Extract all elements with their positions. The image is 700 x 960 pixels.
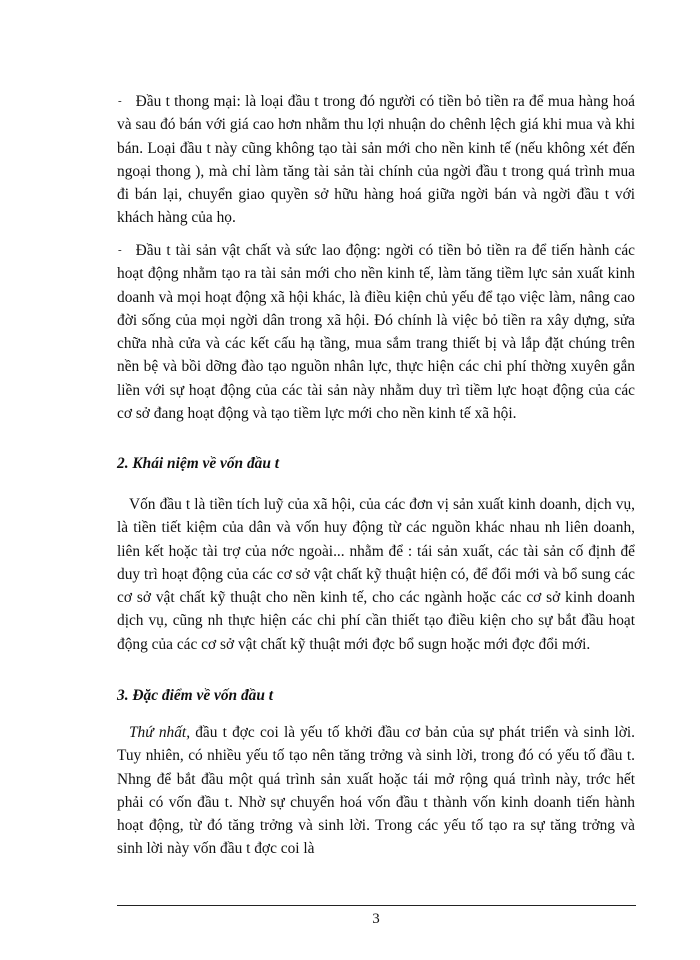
section-heading-3: 3. Đặc điểm về vốn đầu t xyxy=(117,687,274,704)
paragraph-capital-characteristics xyxy=(117,721,635,861)
page-number: 3 xyxy=(372,911,380,927)
paragraph-text: Vốn đầu t là tiền tích luỹ của xã hội, của các đơn vị sản xuất kinh doanh, dịch vụ, là tiền tiết kiệm của dân và vốn huy động từ các nguồn khác nhau nh liên doanh, liên kết hoặc tài trợ của nớc ngoài... nhằm để : tái sản xuất, các tài sản cố định để duy trì hoạt động của các cơ sở vật chất kỹ thuật hiện có, để đổi mới và bổ sung các cơ sở vật chất kỹ thuật cho nền kinh tế, cho các ngành hoặc các cơ sở kinh doanh dịch vụ, cũng nh thực hiện các chi phí cần thiết tạo điều kiện cho sự bắt đầu hoạt động của các cơ sở vật chất kỹ thuật mới đợc bổ sugn hoặc mới đợc đổi mới. xyxy=(117,496,635,653)
bullet-dash: - xyxy=(118,95,122,107)
paragraph-capital-definition xyxy=(117,493,635,656)
paragraph-lead-italic: Thứ nhất, xyxy=(129,724,191,741)
section-heading-2: 2. Khái niệm về vốn đầu t xyxy=(117,455,280,472)
paragraph-text: Đầu t thong mại: là loại đầu t trong đó người có tiền bỏ tiền ra để mua hàng hoá và sau đó bán với giá cao hơn nhằm thu lợi nhuận do chênh lệch giá khi mua và khi bán. Loại đầu t này cũng không tạo tài sản mới cho nền kinh tế (nếu không xét đến ngoại thong ), mà chỉ làm tăng tài sản tài chính của ngời đầu t trong quá trình mua đi bán lại, chuyển giao quyền sở hữu hàng hoá giữa ngời bán và ngời đầu t với khách hàng của họ. xyxy=(117,93,635,227)
paragraph-commercial-investment xyxy=(117,90,635,230)
footer-divider xyxy=(117,905,636,906)
paragraph-text: Đầu t tài sản vật chất và sức lao động: ngời có tiền bỏ tiền ra để tiến hành các hoạt động nhằm tạo ra tài sản mới cho nền kinh tế, làm tăng tiềm lực sản xuất kinh doanh và mọi hoạt động xã hội khác, là điều kiện chủ yếu để tạo việc làm, nâng cao đời sống của mọi ngời dân trong xã hội. Đó chính là việc bỏ tiền ra xây dựng, sửa chữa nhà cửa và các kết cấu hạ tầng, mua sắm trang thiết bị và lắp đặt chúng trên nền bệ và bồi dỡng đào tạo nguồn nhân lực, thực hiện các chi phí thờng xuyên gắn liền với sự hoạt động của các tài sản này nhằm duy trì tiềm lực hoạt động của các cơ sở đang hoạt động và tạo tiềm lực mới cho nền kinh tế xã hội. xyxy=(117,242,635,423)
paragraph-physical-asset-investment xyxy=(117,239,635,425)
paragraph-text: đầu t đợc coi là yếu tố khởi đầu cơ bản của sự phát triển và sinh lời. Tuy nhiên, có nhiều yếu tố tạo nên tăng trởng và sinh lời, trong đó có yếu tố đầu t. Nhng để bắt đầu một quá trình sản xuất hoặc tái mở rộng quá trình này, trớc hết phải có vốn đầu t. Nhờ sự chuyển hoá vốn đầu t thành vốn kinh doanh tiến hành hoạt động, từ đó tăng trởng và sinh lời. Trong các yếu tố tạo ra sự tăng trởng và sinh lời này vốn đầu t đợc coi là xyxy=(117,724,635,858)
bullet-dash: - xyxy=(118,244,122,256)
